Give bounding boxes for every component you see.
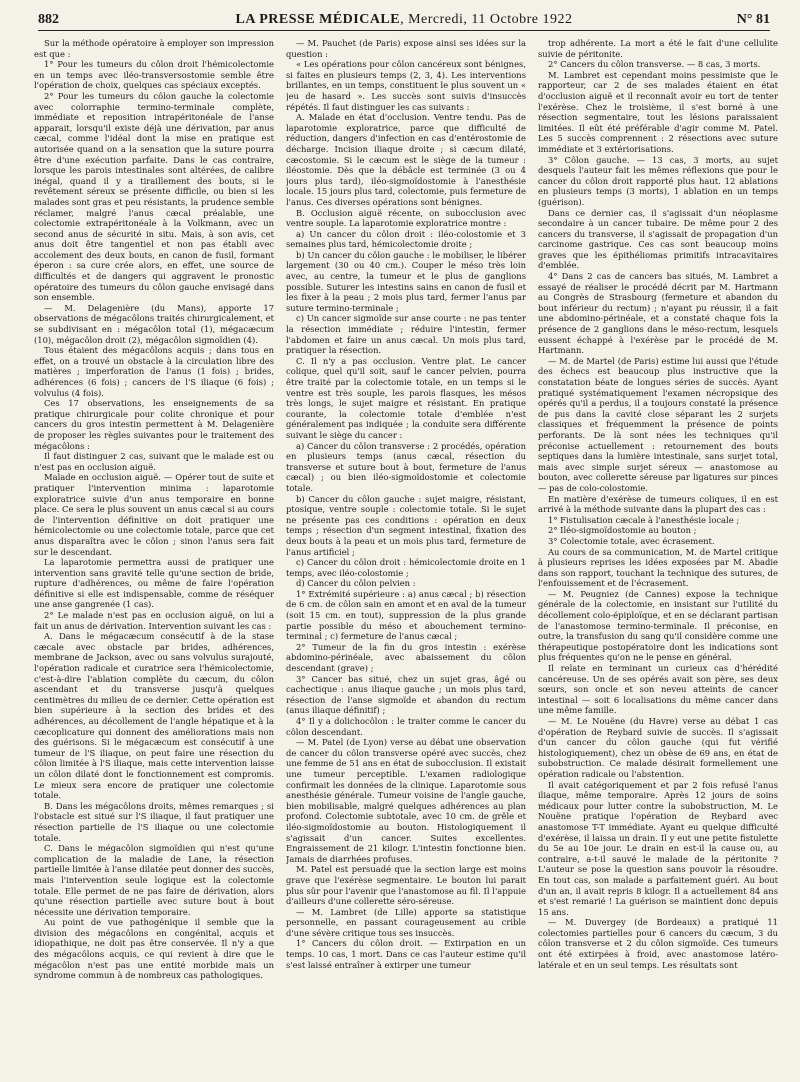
paragraph: Sur la méthode opératoire à employer son impression est que : — [34, 38, 274, 59]
paragraph: M. Patel est persuadé que la section large est moins grave que l'exérèse segmentaire. Le bouton lui parait plus sûr pour l'avenir que l'anastomose au fil. Il l'appuie d'ailleurs d'une collerette séro-séreuse. — [286, 864, 526, 907]
column-middle — [286, 38, 526, 1074]
paragraph: C. Il n'y a pas occlusion. Ventre plat. Le cancer colique, quel qu'il soit, sauf le cancer pelvien, pourra être traité par la colectomie totale, en un temps si le ventre est très souple, les parois flasques, les mésos très longs, le sujet maigre et résistant. En pratique courante, la colectomie totale d'emblée n'est généralement pas indiquée ; la conduite sera différente suivant le siège du cancer : — [286, 355, 526, 440]
paragraph: 4° Il y a dolichocôlon : le traiter comme le cancer du côlon descendant. — [286, 716, 526, 737]
paragraph: A. Dans le mégacæcum consécutif à de la stase cæcale avec obstacle par brides, adhérences, membrane de Jackson, avec ou sans volvulus surajouté, l'opération radicale et curatrice sera l'hémicolectomie, c'est-à-dire l'ablation complète du cæcum, du côlon ascendant et du transverse jusqu'à quelques centimètres du milieu de ce dernier. Cette opération est bien supérieure à la section des brides et des adhérences, au décollement de l'angle hépatique et à la cæcoplicature qui donnent des améliorations mais non des guérisons. Si le mégacæcum est consécutif à une tumeur de l'S iliaque, on peut faire une résection du côlon limitée à l'S iliaque, mais cette intervention laisse un côlon dilaté dont le fonctionnement est compromis. Le mieux sera encore de pratiquer une colectomie totale. — [34, 631, 274, 801]
paragraph: — M. Patel (de Lyon) verse au débat une observation de cancer du côlon transverse opéré avec succès, chez une femme de 51 ans en état de subocclusion. Il existait une tumeur perceptible. L'examen radiologique confirmait les données de la clinique. Laparotomie sous anesthésie générale. Tumeur voisine de l'angle gauche, bien mobilisable, malgré quelques adhérences au plan profond. Colectomie subtotale, avec 10 cm. de grêle et iléo-sigmoïdostomie au bouton. Histologiquement il s'agissait d'un cancer. Suites excellentes. Engraissement de 21 kilogr. L'intestin fonctionne bien. Jamais de diarrhées profuses. — [286, 737, 526, 864]
paragraph: En matière d'exérèse de tumeurs coliques, il en est arrivé à la méthode suivante dans la plupart des cas : — [538, 493, 778, 515]
paragraph: Il avait catégoriquement et par 2 fois refusé l'anus iliaque, même temporaire. Après 12 jours de soins médicaux pour lutter contre la subobstruction, M. Le Nouëne pratique l'opération de Reybard avec anastomose T-T immédiate. Ayant eu quelque difficulté d'exérèse, il laissa un drain. Il y eut une petite fistulette du 5e au 10e jour. Le drain en est-il la cause ou, au contraire, a-t-il sauvé le malade de la péritonite ? L'auteur se pose la question sans pouvoir la résoudre. En tout cas, son malade a parfaitement guéri. Au bout d'un an, il avait repris 8 kilogr. Il a actuellement 84 ans et s'est remarié ! La guérison se maintient donc depuis 15 ans. — [538, 779, 778, 917]
paragraph: — M. Pauchet (de Paris) expose ainsi ses idées sur la question : — [286, 38, 526, 59]
paragraph: trop adhérente. La mort a été le fait d'une cellulite suivie de péritonite. — [538, 38, 778, 59]
paragraph: Il relate en terminant un curieux cas d'hérédité cancéreuse. Un de ses opérés avait son père, ses deux sœurs, son oncle et son neveu atteints de cancer intestinal — soit 6 localisations du même cancer dans une même famille. — [538, 663, 778, 716]
paragraph: — M. Lambret (de Lille) apporte sa statistique personnelle, en passant courageusement au crible d'une sévère critique tous ses insuccès. — [286, 906, 526, 938]
paragraph: c) Un cancer sigmoïde sur anse courte : ne pas tenter la résection immédiate ; réduire l'intestin, fermer l'abdomen et faire un anus cæcal. Un mois plus tard, pratiquer la résection. — [286, 313, 526, 356]
paragraph: Malade en occlusion aiguë. — Opérer tout de suite et pratiquer l'intervention minima : laparotomie exploratrice suivie d'un anus temporaire en bonne place. Ce sera le plus souvent un anus cæcal si au cours de l'intervention définitive on doit pratiquer une hémicolectomie ou une colectomie totale, parce que cet anus disparaîtra avec le côlon ; sinon l'anus sera fait sur le descendant. — [34, 472, 274, 557]
paragraph: Tous étaient des mégacôlons acquis ; dans tous en effet, on a trouvé un obstacle à la circulation libre des matières ; imperforation de l'anus (1 fois) ; brides, adhérences (6 fois) ; cancers de l'S iliaque (6 fois) ; volvulus (4 fois). — [34, 345, 274, 398]
paragraph: La laparotomie permettra aussi de pratiquer une intervention sans gravité telle qu'une section de bride, rupture d'adhérences, ou même de faire l'opération définitive si elle est indispensable, comme de réséquer une anse gangrenée (1 cas). — [34, 557, 274, 610]
paragraph: 2° Iléo-sigmoïdostomie au bouton ; — [548, 525, 697, 536]
paragraph: 3° Colectomie totale, avec écrasement. — [548, 535, 715, 546]
article-columns — [34, 38, 778, 1074]
issue-date: Mercredi, 11 Octobre 1922 — [408, 12, 573, 27]
paragraph: A. Malade en état d'occlusion. Ventre tendu. Pas de laparotomie exploratrice, parce que difficulté de réduction, dangers d'infection en cas d'entérostomie de décharge. Incision iliaque droite ; si cæcum dilaté, cæcostomie. Si le cæcum est le siège de la tumeur : iléostomie. Dès que la débâcle est terminée (3 ou 4 jours plus tard), iléo-sigmoïdostomie à l'anesthésie locale. 15 jours plus tard, colectomie, puis fermeture de l'anus. Ces diverses opérations sont bénignes. — [286, 112, 526, 207]
paragraph: 1° Cancers du côlon droit. — Extirpation en un temps. 10 cas, 1 mort. Dans ce cas l'auteur estime qu'il s'est laissé entraîner à extirper une tumeur — [286, 938, 526, 970]
paragraph: 4° Dans 2 cas de cancers bas situés, M. Lambret a essayé de réaliser le procédé décrit par M. Hartmann au Congrès de Strasbourg (fermeture et abandon du bout inférieur du rectum) ; n'ayant pu réussir, il a fait une abdomino-périnéale, et a constaté chaque fois la présence de 2 ganglions dans le méso-rectum, lesquels eussent échappé à l'exérèse par le procédé de M. Hartmann. — [538, 271, 778, 356]
paragraph: 1° Pour les tumeurs du côlon droit l'hémicolectomie en un temps avec iléo-transversostomie semble être l'opération de choix, quelques cas spéciaux exceptés. — [34, 59, 274, 91]
paragraph: b) Cancer du côlon gauche : sujet maigre, résistant, ptosique, ventre souple : colectomie totale. Si le sujet ne présente pas ces conditions : opération en deux temps ; résection d'un segment intestinal, fixation des deux bouts à la peau et un mois plus tard, fermeture de l'anus artificiel ; — [286, 493, 526, 557]
journal-name: LA PRESSE MÉDICALE — [235, 12, 401, 27]
issue-number: N° 81 — [736, 12, 770, 27]
paragraph: — M. de Martel (de Paris) estime lui aussi que l'étude des échecs est beaucoup plus instructive que la constatation béate de longues séries de succès. Ayant pratiqué systématiquement l'examen nécropsique des opérés qu'il a perdus, il a toujours constaté la présence de pus dans la cavité close séparant les 2 surjets classiques et fréquemment la présence de points perforants. De là sont nées les techniques qu'il préconise actuellement : retournement des bouts septiques dans la lumière intestinale, sans surjet total, mais avec simple surjet séreux — anastomose au bouton, avec collerette séreuse par ligatures sur pinces — pas de colo-colostomie. — [538, 355, 778, 493]
paragraph: — M. Peugniez (de Cannes) expose la technique générale de la colectomie, en insistant sur l'utilité du décollement colo-épiploïque, et en se déclarant partisan de l'anastomose termino-terminale. Il préconise, en outre, la transfusion du sang qu'il considère comme une thérapeutique postopératoire dont les indications sont plus fréquentes qu'on ne le pense en général. — [538, 588, 778, 663]
paragraph: « Les opérations pour côlon cancéreux sont bénignes, si faites en plusieurs temps (2, 3, 4). Les interventions brillantes, en un temps, constituent le plus souvent un « jeu de hasard ». Les succès sont suivis d'insuccès répétés. Il faut distinguer les cas suivants : — [286, 59, 526, 112]
paragraph: Au point de vue pathogénique il semble que la division des mégacôlons en congénital, acquis et idiopathique, ne doit pas être conservée. Il n'y a que des mégacôlons acquis, ce qui revient à dire que le mégacôlon n'est pas une entité morbide mais un syndrome commun à de nombreux cas pathologiques. — [34, 917, 274, 981]
paragraph: b) Un cancer du côlon gauche : le mobiliser, le libérer largement (30 ou 40 cm.). Couper le méso très loin avec, au centre, la tumeur et le plus de ganglions possible. Suturer les intestins sains en canon de fusil et les fixer à la peau ; 2 mois plus tard, fermer l'anus par suture termino-terminale ; — [286, 249, 526, 313]
paragraph: 3° Cancer bas situé, chez un sujet gras, âgé ou cachectique : anus iliaque gauche ; un mois plus tard, résection de l'anse sigmoïde et abandon du rectum (anus iliaque définitif) ; — [286, 673, 526, 716]
paragraph: Dans ce dernier cas, il s'agissait d'un néoplasme secondaire à un cancer tubaire. De même pour 2 des cancers du transverse, il s'agissait de propagation d'un carcinome gastrique. Ces cas sont beaucoup moins graves que les épithéliomas primitifs intracavitaires d'emblée. — [538, 207, 778, 271]
paragraph: c) Cancer du côlon droit : hémicolectomie droite en 1 temps, avec iléo-colostomie ; — [286, 557, 526, 578]
paragraph: a) Cancer du côlon transverse : 2 procédés, opération en plusieurs temps (anus cæcal, résection du transverse et suture bout à bout, fermeture de l'anus cæcal) ; ou bien iléo-sigmoïdostomie et colectomie totale. — [286, 440, 526, 493]
paragraph: — M. Duvergey (de Bordeaux) a pratiqué 11 colectomies partielles pour 6 cancers du cæcum, 3 du côlon transverse et 2 du côlon sigmoïde. Ces tumeurs ont été extirpées à froid, avec anastomose latéro-latérale et en un seul temps. Les résultats sont — [538, 917, 778, 970]
column-left — [34, 38, 274, 1074]
paragraph: 1° Fistulisation cæcale à l'anesthésie locale ; — [548, 514, 740, 525]
paragraph: M. Lambret est cependant moins pessimiste que le rapporteur, car 2 de ses malades étaient en état d'occlusion aiguë et il reconnaît avoir eu tort de tenter l'exérèse. Chez le troisième, il s'est borné à une résection segmentaire, tout les lésions paraissaient limitées. Il eût été préférable d'agir comme M. Patel. Les 5 succès comprennent : 2 résections avec suture immédiate et 3 extériorisations. — [538, 69, 778, 154]
paragraph: a) Un cancer du côlon droit : iléo-colostomie et 3 semaines plus tard, hémicolectomie droite ; — [286, 228, 526, 250]
running-title: LA PRESSE MÉDICALE, Mercredi, 11 Octobre 1922 — [235, 12, 573, 27]
paragraph: d) Cancer du côlon pelvien : — [296, 578, 416, 589]
paragraph: B. Occlusion aiguë récente, on subocclusion avec ventre souple. La laparotomie exploratrice montre : — [286, 207, 526, 229]
paragraph: — M. Delagenière (du Mans), apporte 17 observations de mégacôlons traités chirurgicalement, et se subdivisant en : mégacôlon total (1), mégacæcum (10), mégacôlon droit (2), mégacôlon sigmoïdien (4). — [34, 302, 274, 345]
paragraph: Au cours de sa communication, M. de Martel critique à plusieurs reprises les idées exposées par M. Abadie dans son rapport, touchant la technique des sutures, de l'enfouissement et de l'écrasement. — [538, 546, 778, 589]
page-number: 882 — [38, 12, 59, 27]
paragraph: 2° Tumeur de la fin du gros intestin : exérèse abdomino-périnéale, avec abaissement du côlon descendant (grave) ; — [286, 641, 526, 674]
paragraph: 1° Extrémité supérieure : a) anus cæcal ; b) résection de 6 cm. de côlon sain en amont et en aval de la tumeur (soit 15 cm. en tout), suppression de la plus grande partie possible du méso et abouchement termino-terminal ; c) fermeture de l'anus cæcal ; — [286, 588, 526, 642]
paragraph: Ces 17 observations, les enseignements de sa pratique chirurgicale pour colite chronique et pour cancers du gros intestin permettent à M. Delagenière de proposer les règles suivantes pour le traitement des mégacôlons : — [34, 398, 274, 451]
paragraph: B. Dans les mégacôlons droits, mêmes remarques ; si l'obstacle est situé sur l'S iliaque, il faut pratiquer une résection partielle de l'S iliaque ou une colectomie totale. — [34, 800, 274, 843]
paragraph: 3° Côlon gauche. — 13 cas, 3 morts, au sujet desquels l'auteur fait les mêmes réflexions que pour le cancer du côlon droit rapporté plus haut. 12 ablations en plusieurs temps (3 morts), 1 ablation en un temps (guérison). — [538, 154, 778, 207]
paragraph: Il faut distinguer 2 cas, suivant que le malade est ou n'est pas en occlusion aiguë. — [34, 451, 274, 472]
header-rule — [38, 30, 770, 31]
column-right — [538, 38, 778, 1074]
paragraph: 2° Le malade n'est pas en occlusion aiguë, on lui a fait un anus de dérivation. Intervention suivant les cas : — [34, 610, 274, 631]
paragraph: 2° Pour les tumeurs du côlon gauche la colectomie avec colorraphie termino-terminale complète, immédiate et reposition intrapéritonéale de l'anse apparait, lorsqu'il existe déjà une dérivation, par anus cæcal, comme l'idéal dont la mise en pratique est autorisée quand on a la sensation que la suture pourra être d'une exécution parfaite. Dans le cas contraire, lorsque les parois intestinales sont altérées, de calibre inégal, quand il y a tiraillement des bouts, si le revêtement séreux se présente difficile, ou bien si les malades sont gras et peu résistants, la prudence semble réclamer, malgré l'anus cæcal préalable, une colectomie extrapéritonéale à la Volkmann, avec un second anus de sécurité in situ. Mais, à son avis, cet anus doit être tangentiel et non pas établi avec accolement des deux bouts, en canon de fusil, formant éperon : sa cure crée alors, en effet, une source de difficultés et de dangers qui aggravent le pronostic opératoire des tumeurs du côlon gauche envisagé dans son ensemble. — [34, 90, 274, 303]
paragraph: 2° Cancers du côlon transverse. — 8 cas, 3 morts. — [548, 59, 761, 70]
paragraph: C. Dans le mégacôlon sigmoïdien qui n'est qu'une complication de la maladie de Lane, la résection partielle limitée à l'anse dilatée peut donner des succès, mais l'intervention seule logique est la colectomie totale. Elle permet de ne pas faire de dérivation, alors qu'une résection partielle avec suture bout à bout nécessite une dérivation temporaire. — [34, 843, 274, 917]
paragraph: — M. Le Nouëne (du Havre) verse au débat 1 cas d'opération de Reybard suivie de succès. Il s'agissait d'un cancer du côlon gauche (qui fut vérifié histologiquement), chez un obèse de 69 ans, en état de subobstruction. Ce malade désirait formellement une opération radicale ou l'abstention. — [538, 716, 778, 779]
